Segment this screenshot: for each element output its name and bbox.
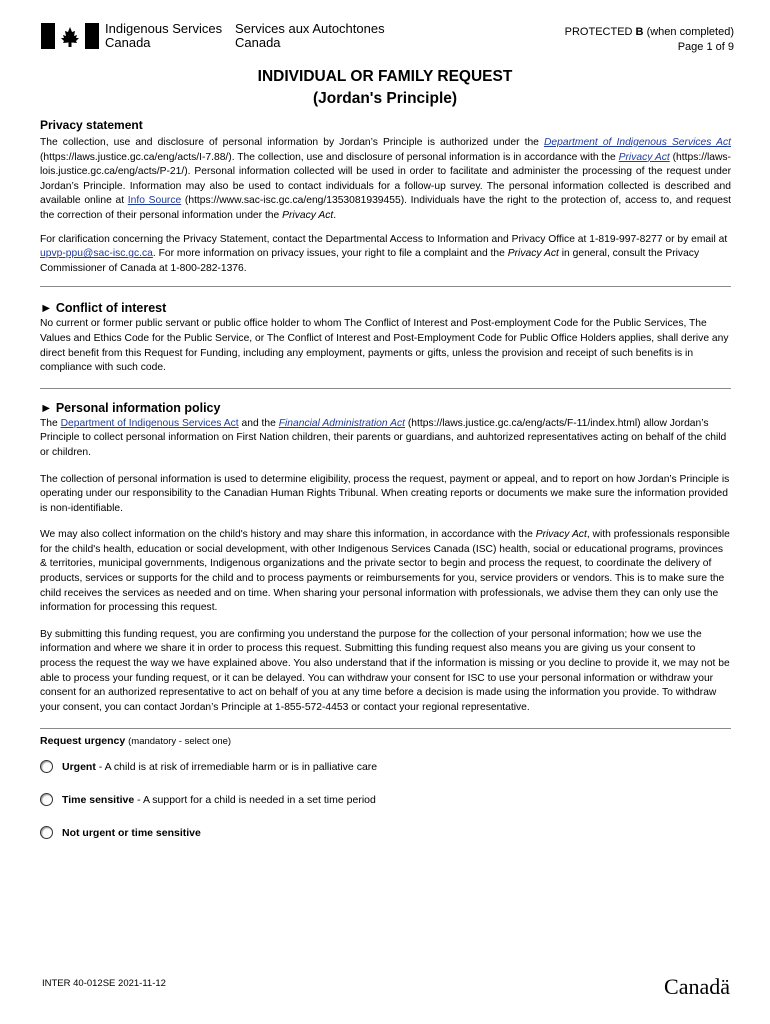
protected-letter: B	[635, 26, 644, 38]
text-span: and the	[238, 417, 279, 429]
text-span: . For more information on privacy issues, your right to file a complaint and the	[152, 248, 508, 260]
dept-name-en	[105, 22, 222, 50]
privacy-heading: Privacy statement	[40, 118, 143, 132]
urgency-note: (mandatory - select one)	[128, 736, 232, 748]
text-span: (https://www.sac-isc.gc.ca/eng/1353081939455). Individuals have the right to the protection of, access to, and request the correction of their personal information under the	[40, 195, 731, 221]
dept-isc-act-link[interactable]: Department of Indigenous Services Act	[543, 137, 731, 148]
dept-fr-line2: Canada	[235, 35, 281, 50]
text-span: (https://laws-lois.justice.gc.ca/eng/acts/P-21/). Personal information collected will be used in order to facilitate and administer the processing of the request under Jordan’s Principle. Information may also be used to contact individuals for a follow-up survey. The personal information collected is described and available online at	[40, 151, 731, 207]
option-text: - A support for a child is needed in a set time period	[134, 793, 376, 806]
text-span: (https://laws.justice.gc.ca/eng/acts/I-7.88/). The collection, use and disclosure of personal information is in accordance with the	[40, 151, 619, 163]
text-span: Privacy Act	[282, 209, 334, 221]
urgency-option-time-sensitive[interactable]	[40, 793, 731, 806]
divider	[40, 286, 731, 287]
text-span: The	[40, 417, 61, 429]
urgency-label	[40, 735, 731, 747]
text-span: Privacy Act	[507, 248, 559, 260]
dept-name-fr	[235, 22, 385, 50]
text-span: The collection, use and disclosure of personal information by Jordan’s Principle is authorized under the	[40, 137, 544, 148]
text-span: Privacy Act	[535, 529, 587, 541]
privacy-paragraph-1	[40, 136, 731, 224]
text-span: (https://laws.justice.gc.ca/eng/acts/F-11/index.html) allow Jordan’s Principle to collect personal information on First Nation children, their parents or guardians, and auhtorized representatives acting on behalf of the child or children.	[40, 417, 727, 458]
form-code: INTER 40-012SE 2021-11-12	[42, 978, 166, 989]
urgency-option-not-urgent[interactable]	[40, 826, 731, 839]
text-span: in general, consult the Privacy Commissioner of Canada at 1-800-282-1376.	[40, 248, 700, 274]
title-line2: (Jordan's Principle)	[312, 90, 458, 107]
privacy-act-link[interactable]: Privacy Act	[618, 151, 670, 163]
divider	[40, 388, 731, 389]
divider	[40, 728, 731, 729]
page-number: Page 1 of 9	[677, 41, 734, 53]
canada-flag-icon	[41, 23, 99, 49]
title-line1: INDIVIDUAL OR FAMILY REQUEST	[257, 68, 513, 85]
info-source-link[interactable]: Info Source	[127, 195, 182, 207]
option-bold: Time sensitive	[62, 793, 135, 806]
text-span: For clarification concerning the Privacy Statement, contact the Departmental Access to Information and Privacy Office at 1-819-997-8277 or by email at	[40, 233, 728, 245]
privacy-paragraph-2	[40, 233, 731, 277]
canada-wordmark: Canadä	[664, 974, 730, 999]
policy-heading: ► Personal information policy	[40, 400, 221, 415]
option-bold: Not urgent or time sensitive	[62, 826, 201, 839]
policy-paragraph-3	[40, 528, 731, 616]
text-span: We may also collect information on the child's history and may share this information, in accordance with the	[40, 529, 536, 541]
option-bold: Urgent	[62, 760, 96, 773]
dept-isc-act-link-2[interactable]: Department of Indigenous Services Act	[60, 417, 239, 429]
privacy-email-link[interactable]: upvp-ppu@sac-isc.gc.ca	[40, 248, 153, 260]
conflict-paragraph: No current or former public servant or public office holder to whom The Conflict of Interest and Post-employment Code for the Public Services, The Values and Ethics Code for the Public Service, or The Conflict of Interest and Post-Employment Code for Public Office Holders applies, shall derive any direct benefit from this Request for Funding, including any employment, payments or gifts, unless the provision and receipt of such benefits is in compliance with such code.	[40, 318, 729, 374]
protected-suffix: (when completed)	[646, 26, 734, 38]
radio-button[interactable]	[40, 760, 53, 773]
policy-paragraph-2: The collection of personal information is used to determine eligibility, process the request, payment or appeal, and to report on how Jordan’s Principle is operating under our responsibility to the Canadian Human Rights Tribunal. When creating reports or documents we make sure the information provided is non-identifiable.	[40, 473, 730, 514]
dept-en-line2: Canada	[105, 35, 151, 50]
protected-label	[565, 25, 734, 55]
urgency-option-urgent[interactable]	[40, 760, 731, 773]
urgency-label-text: Request urgency	[40, 735, 126, 748]
policy-paragraph-1	[40, 417, 731, 461]
financial-admin-act-link[interactable]: Financial Administration Act	[278, 417, 405, 429]
radio-button[interactable]	[40, 826, 53, 839]
text-span: , with professionals responsible for the child's health, education or social development, with other Indigenous Services Canada (ISC) health, social or educational programs, provinces & territories, municipal governments, Indigenous organizations and the private sector to begin and process the request, to coordinate the delivery of products, services or supports for the child and to process payments or reimbursements for you, service providers or vendors. This is to make sure the child receives the services as needed and on time. When sharing your personal information with professionals, we advise them they can only use the information for processing this request.	[40, 529, 730, 614]
protected-prefix: PROTECTED	[564, 26, 633, 38]
form-content	[40, 118, 731, 839]
conflict-heading: ► Conflict of interest	[40, 301, 167, 316]
option-text: - A child is at risk of irremediable harm or is in palliative care	[95, 760, 378, 773]
dept-en-line1: Indigenous Services	[105, 21, 223, 36]
page-title	[0, 66, 770, 110]
policy-paragraph-4: By submitting this funding request, you are confirming you understand the purpose for the collection of your personal information; how we use the information and where we share it in order to process this request. Submitting this funding request also means you are giving us your consent to process the request the way we have explained above. You also understand that if the information is missing or you decline to provide it, we may not be able to process your funding request, or it can be delayed. You can withdraw your consent for ISC to use your personal information or withdraw your consent for an authorized representative to act on behalf of you at any time before a decision is made using the information you provide. To withdraw your consent, you can contact Jordan’s Principle at 1-855-572-4453 or contact your regional representative.	[40, 628, 730, 713]
text-span: .	[333, 209, 337, 221]
dept-fr-line1: Services aux Autochtones	[235, 21, 385, 36]
radio-button[interactable]	[40, 793, 53, 806]
